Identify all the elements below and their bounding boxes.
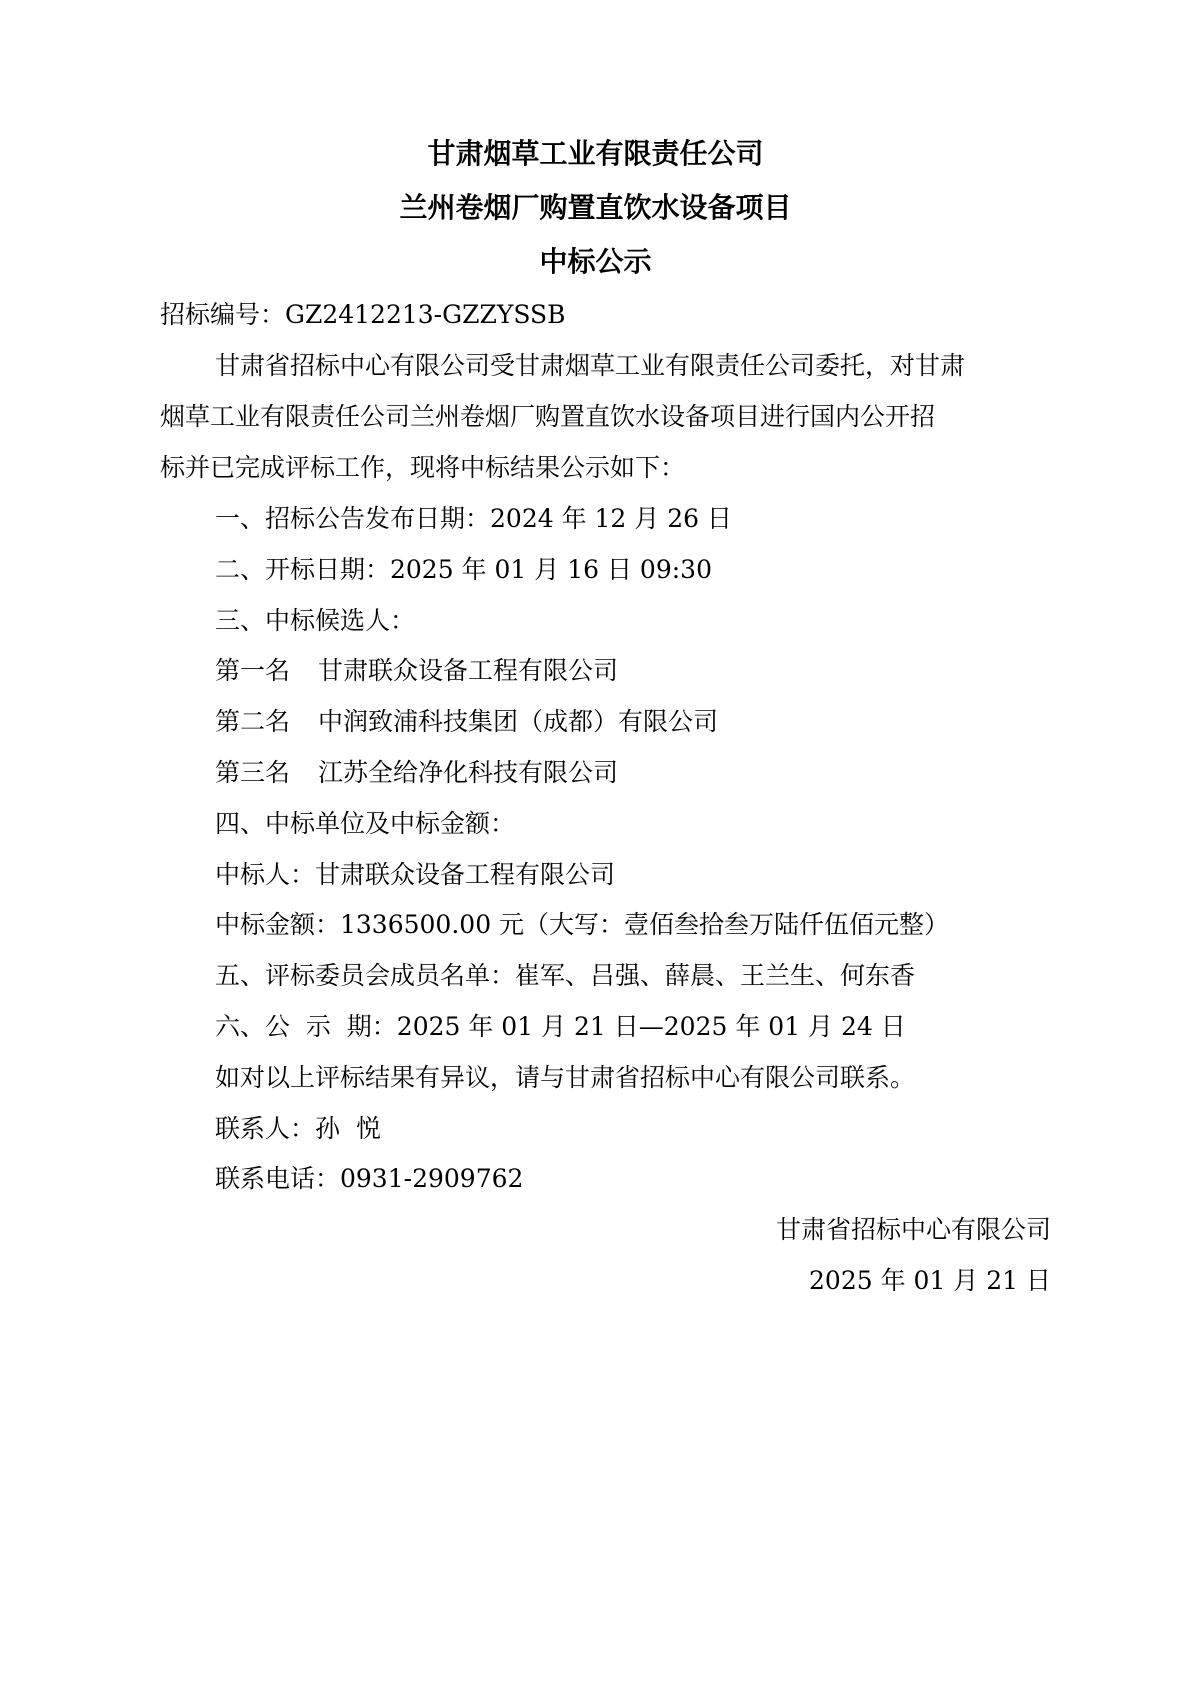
winner-name: 中标人：甘肃联众设备工程有限公司 xyxy=(215,860,616,889)
candidate-row xyxy=(215,756,618,790)
candidate-rank: 第三名 xyxy=(215,758,291,787)
candidate-name: 甘肃联众设备工程有限公司 xyxy=(318,656,619,685)
candidate-rank: 第二名 xyxy=(215,707,291,736)
winner-heading: 四、中标单位及中标金额： xyxy=(215,809,516,838)
contact-person: 联系人：孙 悦 xyxy=(215,1114,381,1143)
open-date: 二、开标日期：2025 年 01 月 16 日 09:30 xyxy=(215,555,712,584)
project-title: 兰州卷烟厂购置直饮水设备项目 xyxy=(399,191,792,224)
signature-date: 2025 年 01 月 21 日 xyxy=(809,1266,1051,1295)
committee-members: 五、评标委员会成员名单：崔军、吕强、薛晨、王兰生、何东香 xyxy=(215,961,916,990)
candidate-name: 中润致浦科技集团（成都）有限公司 xyxy=(318,707,719,736)
candidate-row xyxy=(215,654,618,688)
company-title: 甘肃烟草工业有限责任公司 xyxy=(427,137,764,170)
intro-line-3: 标并已完成评标工作，现将中标结果公示如下： xyxy=(160,453,686,482)
candidate-rank: 第一名 xyxy=(215,656,291,685)
intro-line-1: 甘肃省招标中心有限公司受甘肃烟草工业有限责任公司委托，对甘肃 xyxy=(215,351,966,380)
candidate-name: 江苏全给净化科技有限公司 xyxy=(318,758,619,787)
objection-note: 如对以上评标结果有异议，请与甘肃省招标中心有限公司联系。 xyxy=(215,1063,916,1092)
candidates-heading: 三、中标候选人： xyxy=(215,606,416,635)
announce-date: 一、招标公告发布日期：2024 年 12 月 26 日 xyxy=(215,504,732,533)
signature-org: 甘肃省招标中心有限公司 xyxy=(775,1215,1051,1244)
intro-line-2: 烟草工业有限责任公司兰州卷烟厂购置直饮水设备项目进行国内公开招 xyxy=(160,402,936,431)
winning-amount: 中标金额：1336500.00 元（大写：壹佰叁拾叁万陆仟伍佰元整） xyxy=(215,910,950,939)
candidate-row xyxy=(215,705,718,739)
tender-number: 招标编号：GZ2412213-GZZYSSB xyxy=(160,300,566,329)
publicity-period: 六、公 示 期：2025 年 01 月 21 日—2025 年 01 月 24 日 xyxy=(215,1012,906,1041)
contact-phone: 联系电话：0931-2909762 xyxy=(215,1164,524,1193)
notice-type-title: 中标公示 xyxy=(539,245,652,278)
